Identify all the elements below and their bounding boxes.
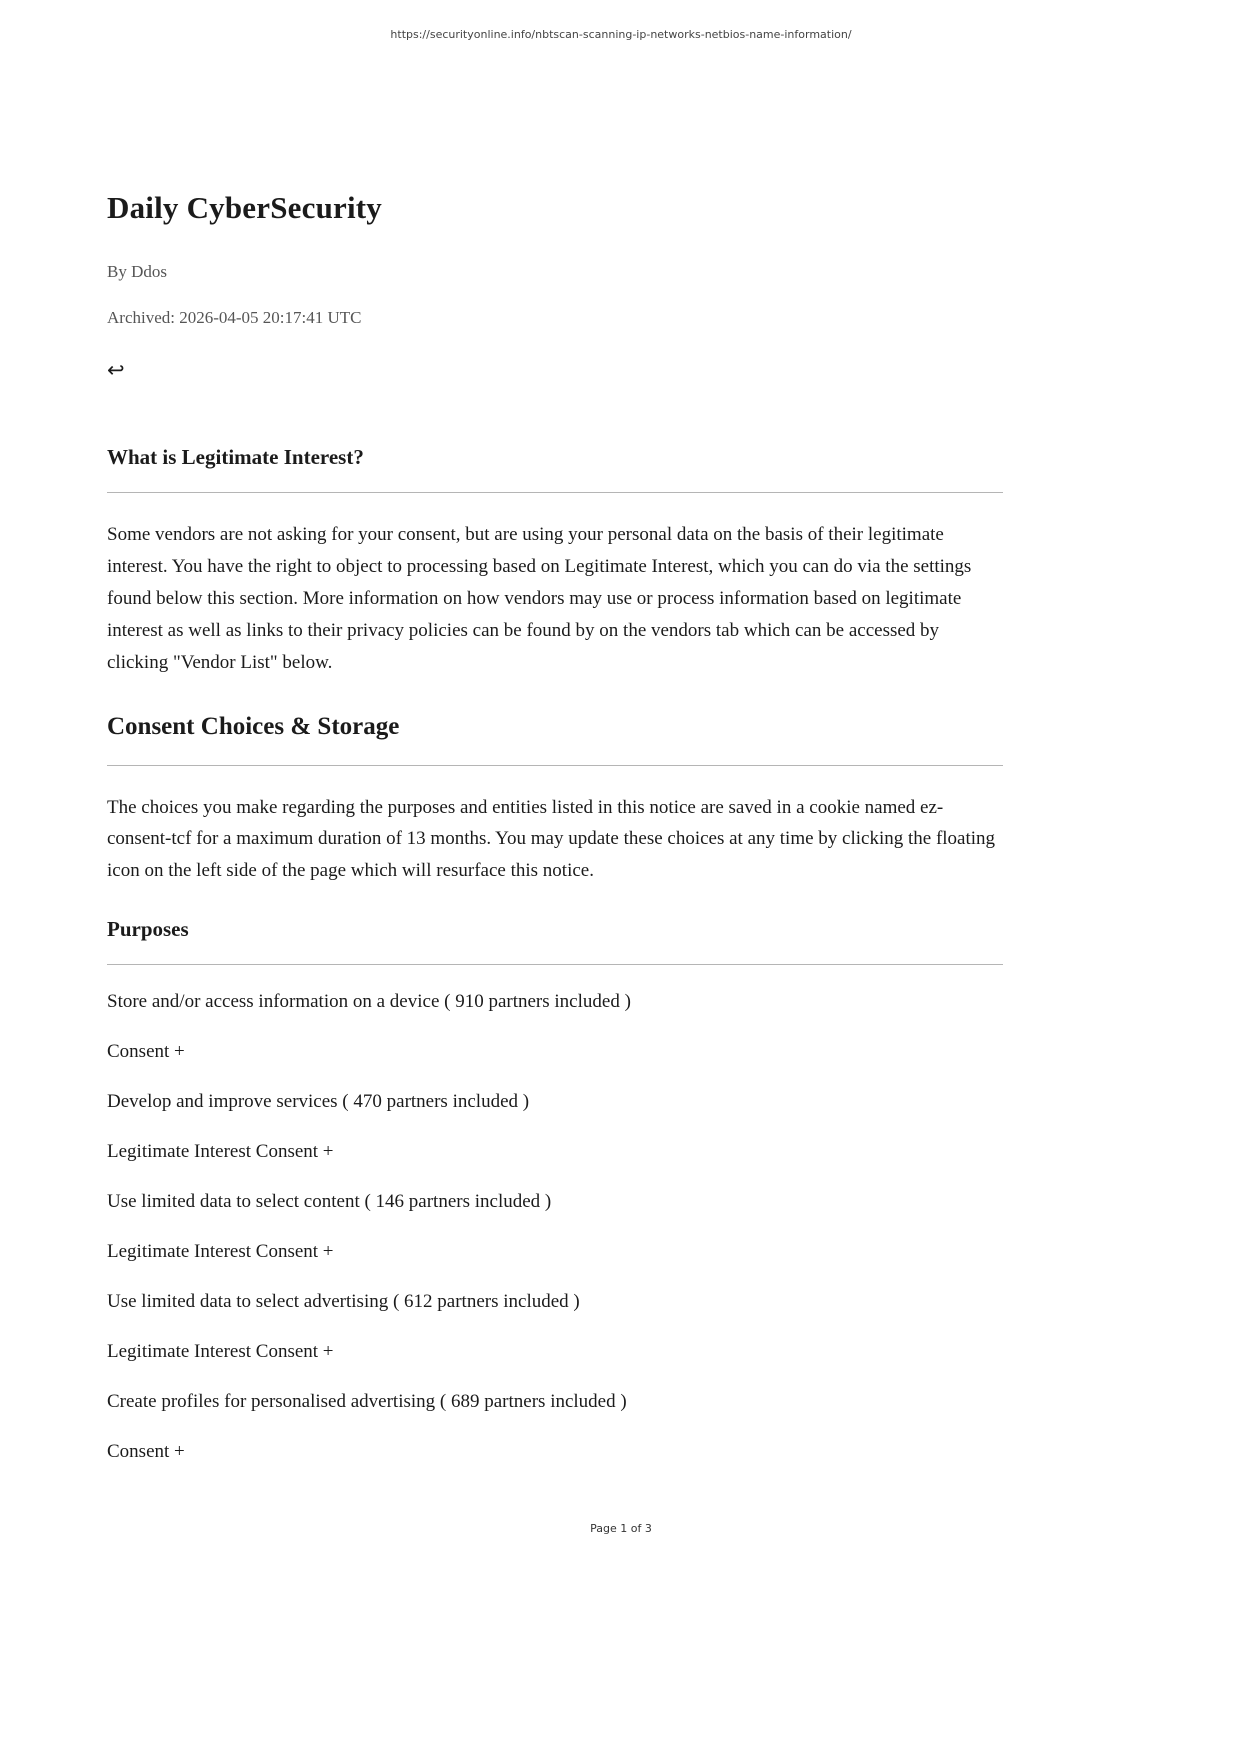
divider bbox=[107, 964, 1003, 965]
purpose-label: Create profiles for personalised advertising ( 689 partners included ) bbox=[107, 1391, 627, 1413]
purpose-label: Use limited data to select content ( 146 partners included ) bbox=[107, 1191, 552, 1213]
purpose-item bbox=[107, 991, 1003, 1063]
purpose-item bbox=[107, 1391, 1003, 1463]
purpose-label: Store and/or access information on a device ( 910 partners included ) bbox=[107, 991, 631, 1013]
back-arrow-icon[interactable]: ↩ bbox=[107, 358, 125, 382]
document-content bbox=[107, 190, 1003, 1491]
section-body-legitimate-interest: Some vendors are not asking for your consent, but are using your personal data on the basis of their legitimate interest. You have the right to object to processing based on Legitimate Interest, which you can do via the settings found below this section. More information on how vendors may use or process information based on legitimate interest as well as links to their privacy policies can be found by on the vendors tab which can be accessed by clicking "Vendor List" below. bbox=[107, 524, 972, 673]
page-title: Daily CyberSecurity bbox=[107, 190, 383, 225]
purpose-label: Use limited data to select advertising ( 612 partners included ) bbox=[107, 1291, 580, 1313]
section-heading-legitimate-interest: What is Legitimate Interest? bbox=[107, 445, 364, 469]
purpose-consent-toggle: Consent + bbox=[107, 1041, 185, 1063]
back-link-row bbox=[107, 358, 1003, 415]
purpose-consent-toggle: Consent + bbox=[107, 1441, 185, 1463]
purpose-item bbox=[107, 1191, 1003, 1263]
byline: By Ddos bbox=[107, 262, 167, 281]
divider bbox=[107, 492, 1003, 493]
page-number: Page 1 of 3 bbox=[590, 1522, 652, 1535]
purpose-consent-toggle: Legitimate Interest Consent + bbox=[107, 1241, 334, 1263]
purposes-heading: Purposes bbox=[107, 917, 189, 942]
archive-url: https://securityonline.info/nbtscan-scanning-ip-networks-netbios-name-information/ bbox=[390, 28, 852, 41]
divider bbox=[107, 765, 1003, 766]
purpose-label: Develop and improve services ( 470 partners included ) bbox=[107, 1091, 530, 1113]
purpose-item bbox=[107, 1291, 1003, 1363]
purpose-item bbox=[107, 1091, 1003, 1163]
purpose-consent-toggle: Legitimate Interest Consent + bbox=[107, 1341, 334, 1363]
purpose-consent-toggle: Legitimate Interest Consent + bbox=[107, 1141, 334, 1163]
section-body-consent-choices: The choices you make regarding the purposes and entities listed in this notice are saved in a cookie named ez-consent-tcf for a maximum duration of 13 months. You may update these choices at any time by clicking the floating icon on the left side of the page which will resurface this notice. bbox=[107, 796, 996, 882]
archived-timestamp: Archived: 2026-04-05 20:17:41 UTC bbox=[107, 308, 362, 327]
section-heading-consent-choices: Consent Choices & Storage bbox=[107, 712, 400, 740]
